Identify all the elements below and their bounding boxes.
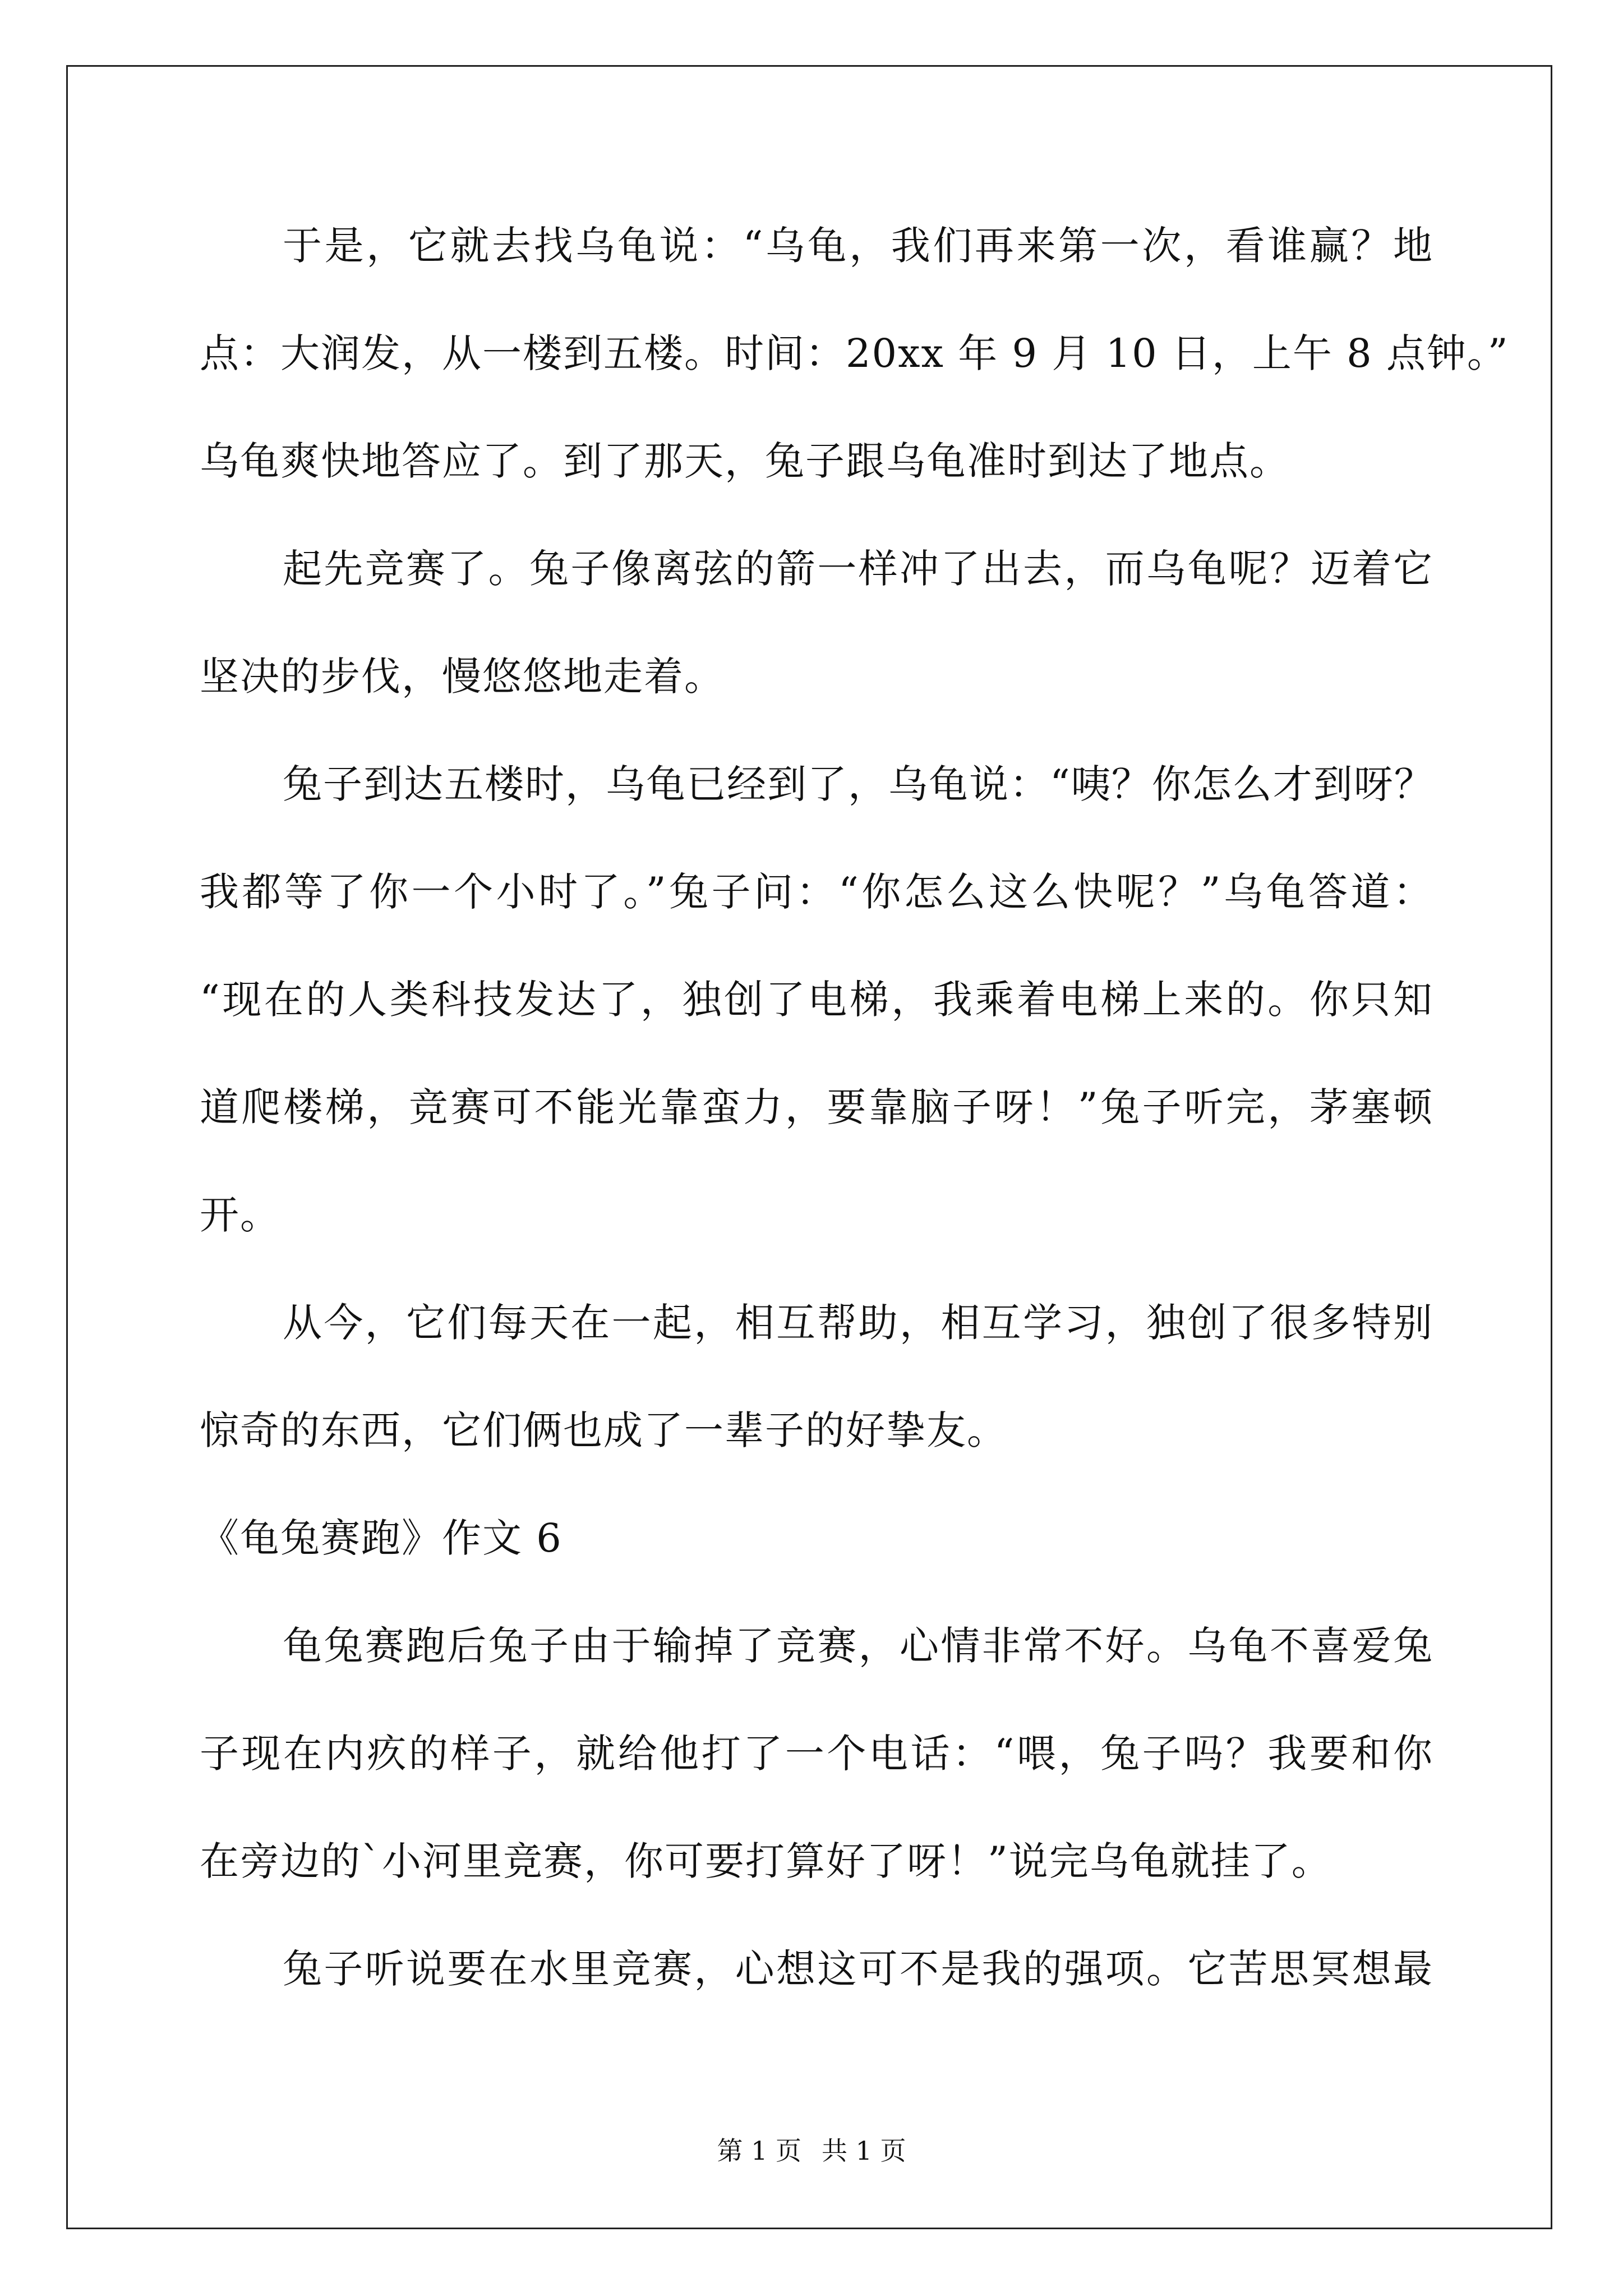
paragraph-line: 我都等了你一个小时了。”兔子问：“你怎么这么快呢？”乌龟答道： <box>200 869 1433 915</box>
paragraph-line: 兔子到达五楼时，乌龟已经到了，乌龟说：“咦？你怎么才到呀？ <box>283 761 1435 807</box>
paragraph-line: 从今，它们每天在一起，相互帮助，相互学习，独创了很多特别 <box>283 1300 1433 1346</box>
paragraph-line: 于是，它就去找乌龟说：“乌龟，我们再来第一次，看谁赢？地 <box>283 223 1433 269</box>
document-body <box>200 219 1509 2050</box>
page-footer <box>0 2134 1623 2168</box>
paragraph-line: 开。 <box>200 1192 280 1238</box>
paragraph-line: “现在的人类科技发达了，独创了电梯，我乘着电梯上来的。你只知 <box>200 977 1433 1023</box>
paragraph-line: 点：大润发，从一楼到五楼。时间：20xx 年 9 月 10 日，上午 8 点钟。” <box>200 330 1509 376</box>
paragraph-line: 在旁边的`小河里竞赛，你可要打算好了呀！”说完乌龟就挂了。 <box>200 1838 1332 1884</box>
paragraph-line: 乌龟爽快地答应了。到了那天，兔子跟乌龟准时到达了地点。 <box>200 438 1290 484</box>
paragraph-line: 坚决的步伐，慢悠悠地走着。 <box>200 654 725 700</box>
paragraph-line: 子现在内疚的样子，就给他打了一个电话：“喂，兔子吗？我要和你 <box>200 1731 1433 1777</box>
paragraph-line: 兔子听说要在水里竞赛，心想这可不是我的强项。它苦思冥想最 <box>283 1946 1433 1992</box>
paragraph-line: 龟兔赛跑后兔子由于输掉了竞赛，心情非常不好。乌龟不喜爱兔 <box>283 1623 1433 1669</box>
page-number: 第 1 页 <box>717 2136 801 2166</box>
page-total: 共 1 页 <box>822 2136 906 2166</box>
paragraph-line: 起先竞赛了。兔子像离弦的箭一样冲了出去，而乌龟呢？迈着它 <box>283 546 1433 592</box>
paragraph-line: 道爬楼梯，竞赛可不能光靠蛮力，要靠脑子呀！”兔子听完，茅塞顿 <box>200 1084 1433 1130</box>
paragraph-line: 惊奇的东西，它们俩也成了一辈子的好挚友。 <box>200 1407 1007 1453</box>
section-heading: 《龟兔赛跑》作文 6 <box>200 1515 562 1561</box>
